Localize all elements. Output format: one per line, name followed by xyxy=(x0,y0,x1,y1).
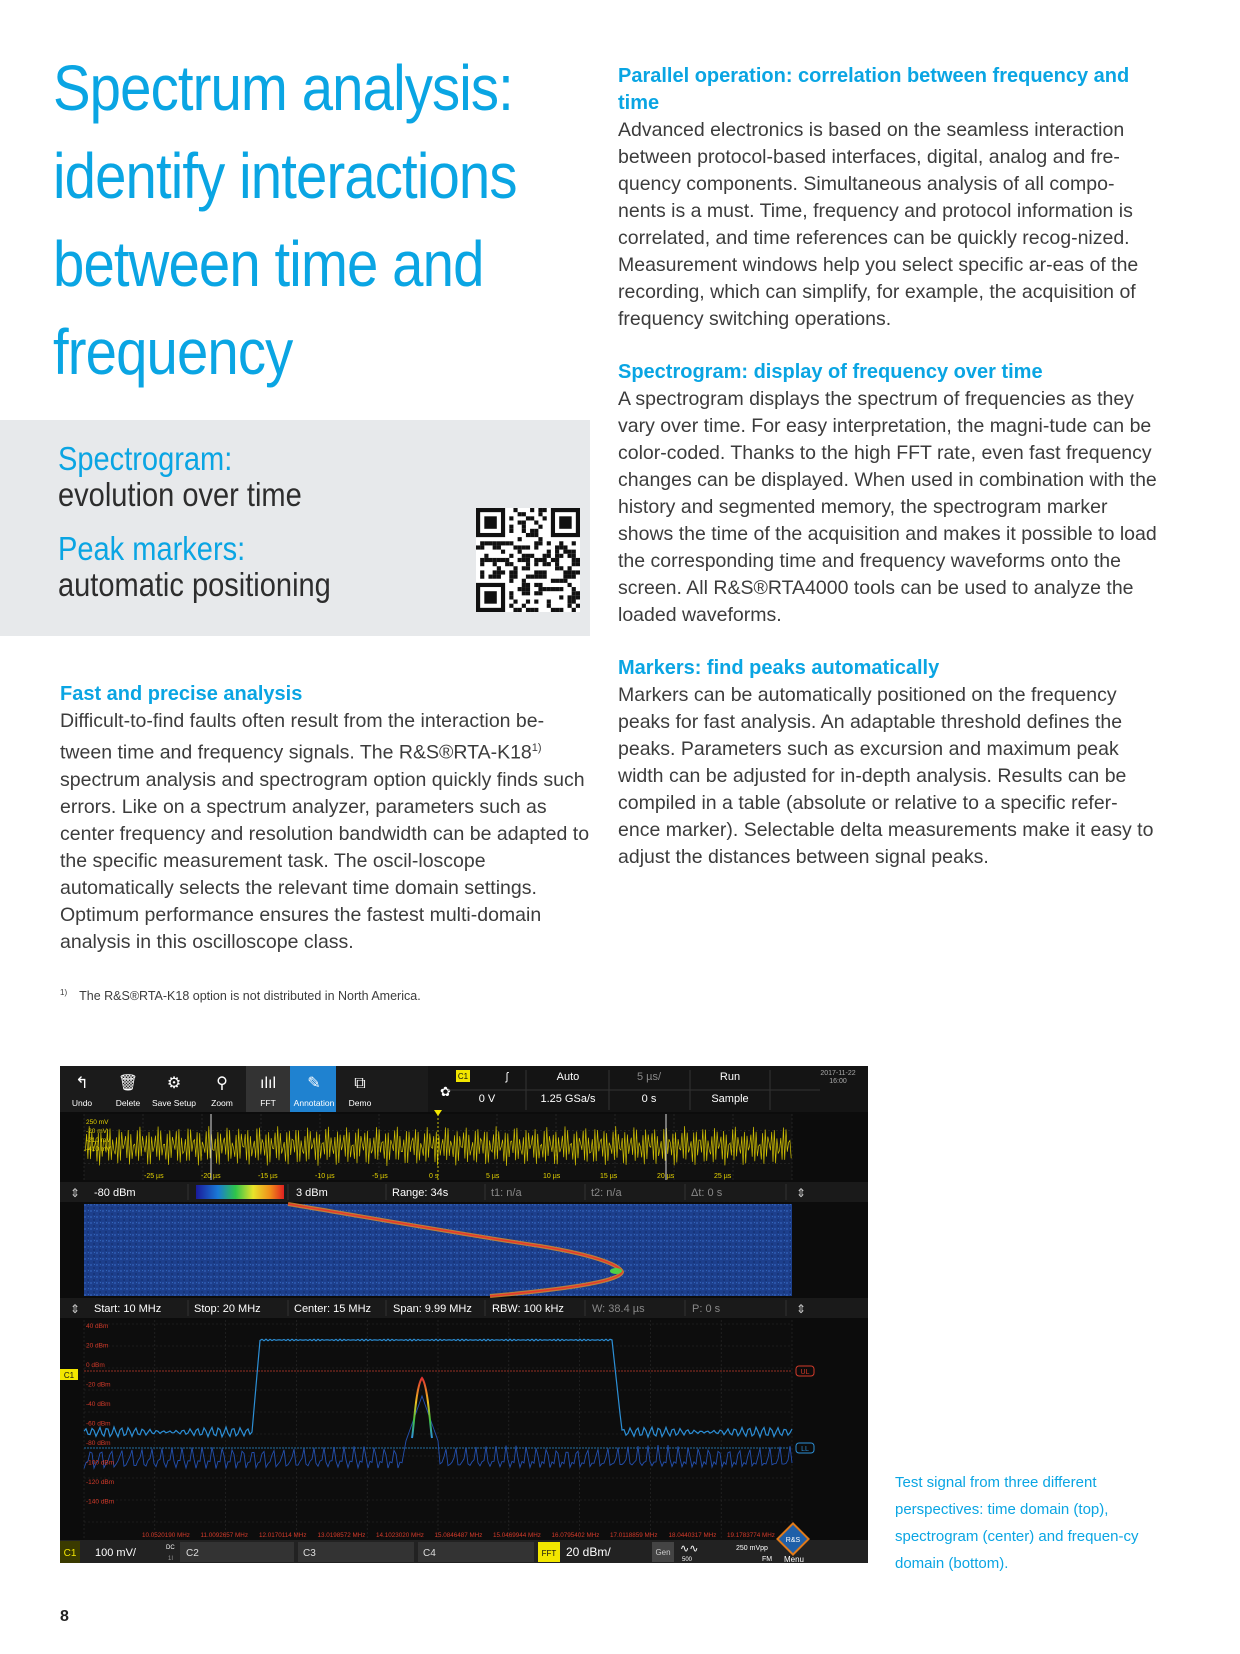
page-number: 8 xyxy=(60,1608,69,1625)
dbm-axis-label: 0 dBm xyxy=(86,1362,105,1369)
footnote xyxy=(60,988,421,1003)
frequency-axis-label: 19.1783774 MHz xyxy=(727,1532,775,1539)
fast-analysis-section xyxy=(60,681,590,956)
ul-label: UL xyxy=(800,1369,810,1376)
fast-analysis-body xyxy=(60,708,590,956)
highlight-1-title: Spectrogram: xyxy=(58,440,233,477)
highlight-2-text: automatic positioning xyxy=(58,566,331,603)
save-setup-button[interactable]: Save Setup xyxy=(152,1098,196,1108)
t2: t2: n/a xyxy=(591,1187,622,1199)
spectrogram-plot xyxy=(84,1204,792,1296)
generator-tab[interactable]: Gen xyxy=(655,1548,671,1557)
channel-1-tab[interactable]: C1 xyxy=(63,1548,77,1559)
position: P: 0 s xyxy=(692,1303,721,1315)
sine-wave-icon: ∿∿ xyxy=(680,1543,699,1555)
generator-frequency: 500 xyxy=(682,1557,693,1563)
stop-freq[interactable]: Stop: 20 MHz xyxy=(194,1303,261,1315)
oscilloscope-screenshot xyxy=(60,1066,868,1563)
markers-section xyxy=(618,655,1158,871)
demo-button[interactable]: Demo xyxy=(348,1098,372,1108)
fast-analysis-heading: Fast and precise analysis xyxy=(60,683,303,705)
frequency-axis-label: 16.0795402 MHz xyxy=(551,1532,600,1539)
spectrogram-scroll-icon[interactable]: ⇕ xyxy=(70,1186,81,1200)
footnote-mark: 1) xyxy=(60,988,68,997)
frequency-scroll-icon[interactable]: ⇕ xyxy=(70,1302,81,1316)
trigger-level[interactable]: 0 V xyxy=(478,1093,496,1105)
dbm-axis-label: -140 dBm xyxy=(86,1498,115,1506)
fft-scale[interactable]: 20 dBm/ xyxy=(566,1545,611,1559)
trigger-source: C1 xyxy=(457,1072,469,1081)
channel-3-tab[interactable]: C3 xyxy=(303,1548,316,1559)
time-tick-label: -15 µs xyxy=(258,1173,278,1180)
annotation-icon: ✎ xyxy=(307,1075,321,1092)
color-scale-bar xyxy=(196,1185,284,1199)
channel-1-impedance: 1I xyxy=(168,1556,174,1562)
acq-mode[interactable]: Sample xyxy=(711,1093,749,1105)
volt-label: -410 mV xyxy=(86,1146,111,1153)
spectrogram-section xyxy=(618,359,1158,629)
date: 2017-11-22 xyxy=(820,1070,856,1077)
volt-label: 250 mV xyxy=(86,1119,109,1126)
channel-1-coupling: DC xyxy=(166,1545,175,1551)
figure-caption: Test signal from three different perspectives: time domain (top), spectrogram (center) and frequen-cy domain (bottom). xyxy=(895,1474,1139,1572)
spectrogram-scroll-right-icon[interactable]: ⇕ xyxy=(796,1186,807,1200)
time-tick-label: -5 µs xyxy=(372,1173,388,1180)
frequency-axis-label: 18.0440317 MHz xyxy=(668,1532,717,1539)
parallel-heading: Parallel operation: correlation between frequency and time xyxy=(618,65,1130,114)
frequency-axis-label: 10.0520190 MHz xyxy=(142,1532,190,1539)
dbm-axis-label: -40 dBm xyxy=(86,1401,111,1408)
run-state[interactable]: Run xyxy=(719,1071,741,1083)
center-freq[interactable]: Center: 15 MHz xyxy=(294,1303,372,1315)
highlight-2-title: Peak markers: xyxy=(58,530,246,567)
time-tick-label: 0 s xyxy=(429,1173,439,1180)
trigger-mode[interactable]: Auto xyxy=(556,1071,580,1083)
spectrogram-heading: Spectrogram: display of frequency over time xyxy=(618,361,1043,383)
time-tick-label: -25 µs xyxy=(144,1173,164,1180)
fft-tab[interactable]: FFT xyxy=(541,1549,557,1558)
t1: t1: n/a xyxy=(491,1187,522,1199)
time-tick-label: -20 µs xyxy=(201,1173,221,1180)
volt-label: -210 mV xyxy=(86,1137,111,1144)
dbm-axis-label: -100 dBm xyxy=(86,1459,115,1467)
sample-rate[interactable]: 1.25 GSa/s xyxy=(540,1093,596,1105)
trigger-slope-icon[interactable]: ʃ xyxy=(505,1071,509,1083)
markers-body: Markers can be automatically positioned on the frequency peaks for fast analysis. An adaptable threshold defines the peaks. Parameters such as excursion and maximum peak width can be adjusted for in-depth analysis. Results can be compiled in a table (absolute or relative to a specific refer-ence marker). Selectable delta measurements make it easy to adjust the distances between signal peaks. xyxy=(618,684,1154,868)
time-tick-label: -10 µs xyxy=(315,1173,335,1180)
start-freq[interactable]: Start: 10 MHz xyxy=(94,1303,162,1315)
annotation-button[interactable]: Annotation xyxy=(293,1098,335,1108)
time-tick-label: 25 µs xyxy=(714,1173,732,1180)
time-tick-label: 5 µs xyxy=(486,1173,500,1180)
page-title xyxy=(53,44,546,396)
time-offset[interactable]: 0 s xyxy=(641,1093,657,1105)
time-tick-label: 15 µs xyxy=(600,1173,618,1180)
undo-icon: ↰ xyxy=(75,1075,89,1092)
frequency-axis-label: 15.0846487 MHz xyxy=(434,1532,483,1539)
ll-label: LL xyxy=(801,1446,809,1453)
dbm-axis-label: -60 dBm xyxy=(86,1420,111,1428)
dt: Δt: 0 s xyxy=(691,1187,723,1199)
dbm-axis-label: 40 dBm xyxy=(86,1323,109,1330)
title-line-2: identify interactions xyxy=(53,140,517,212)
volt-label: -20 mV xyxy=(86,1128,107,1135)
time: 16:00 xyxy=(829,1078,847,1085)
highlight-1-text: evolution over time xyxy=(58,476,302,513)
rs-logo-icon: R&S xyxy=(785,1537,801,1544)
dbm-axis-label: -20 dBm xyxy=(86,1381,111,1389)
c1-level-tag: C1 xyxy=(63,1371,75,1380)
dbm-axis-label: -120 dBm xyxy=(86,1479,115,1486)
frequency-scroll-right-icon[interactable]: ⇕ xyxy=(796,1302,807,1316)
footnote-text: The R&S®RTA-K18 option is not distributed in North America. xyxy=(79,989,421,1004)
generator-modulation: FM xyxy=(762,1556,773,1563)
frequency-axis-label: 17.0118859 MHz xyxy=(610,1532,658,1539)
frequency-axis-label: 14.1023020 MHz xyxy=(376,1532,424,1539)
fast-analysis-body-a: Difficult-to-find faults often result from the interaction be-tween time and frequency signals. The R&S®RTA-K18 xyxy=(60,710,545,764)
dbm-axis-label: -80 dBm xyxy=(86,1440,111,1447)
undo-button[interactable]: Undo xyxy=(71,1098,93,1108)
spec-max[interactable]: 3 dBm xyxy=(296,1187,328,1199)
save-setup-icon: ⚙ xyxy=(166,1075,182,1092)
frequency-axis-label: 15.0469944 MHz xyxy=(493,1532,541,1539)
parallel-body: Advanced electronics is based on the seamless interaction between protocol-based interfaces, digital, analog and fre-quency components. Simultaneous analysis of all compo-nents is a must. Time, frequency and protocol information is correlated, and time references can be quickly recog-nized. Measurement windows help you select specific ar-eas of the recording, which can simplify, for example, the acquisition of frequency switching operations. xyxy=(618,119,1139,330)
span[interactable]: Span: 9.99 MHz xyxy=(393,1303,472,1315)
spec-range[interactable]: Range: 34s xyxy=(392,1187,449,1199)
generator-amplitude: 250 mVpp xyxy=(736,1545,768,1552)
spec-min[interactable]: -80 dBm xyxy=(94,1187,136,1199)
timebase[interactable]: 5 µs/ xyxy=(636,1071,662,1083)
zoom-button[interactable]: Zoom xyxy=(211,1098,233,1108)
parallel-section xyxy=(618,63,1158,333)
time-tick-label: 10 µs xyxy=(543,1173,561,1180)
menu-button[interactable]: Menu xyxy=(783,1555,805,1563)
zoom-icon: ⚲ xyxy=(216,1075,228,1092)
frequency-axis-label: 11.0092657 MHz xyxy=(200,1532,248,1539)
time-tick-label: 20 µs xyxy=(657,1173,675,1180)
frequency-axis-label: 12.0170114 MHz xyxy=(259,1532,307,1539)
fft-button[interactable]: FFT xyxy=(260,1098,276,1108)
demo-icon: ⧉ xyxy=(354,1075,366,1092)
footnote-ref: 1) xyxy=(531,742,542,754)
markers-heading: Markers: find peaks automatically xyxy=(618,657,940,679)
delete-button[interactable]: Delete xyxy=(115,1098,141,1108)
delete-icon: 🗑 xyxy=(117,1075,139,1092)
fast-analysis-body-b: spectrum analysis and spectrogram option quickly finds such errors. Like on a spectrum analyzer, parameters such as center frequency and resolution bandwidth can be adapted to the specific measurement task. The oscil-loscope automatically selects the relevant time domain settings. Optimum performance ensures the fastest multi-domain analysis in this oscilloscope class. xyxy=(60,768,590,953)
frequency-axis-label: 13.0198572 MHz xyxy=(317,1532,366,1539)
rbw[interactable]: RBW: 100 kHz xyxy=(492,1303,564,1315)
title-line-4: frequency xyxy=(53,316,293,388)
qr-code-icon[interactable] xyxy=(476,508,580,612)
title-line-1: Spectrum analysis: xyxy=(53,52,513,124)
settings-gear-icon[interactable]: ✿ xyxy=(440,1084,451,1099)
spectrogram-body: A spectrogram displays the spectrum of frequencies as they vary over time. For easy interpretation, the magni-tude can be color-coded. Thanks to the high FFT rate, even fast frequency changes can be displayed. When used in combination with the history and segmented memory, the spectrogram marker shows the time of the acquisition and makes it possible to load the corresponding time and frequency waveforms onto the screen. All R&S®RTA4000 tools can be used to analyze the loaded waveforms. xyxy=(618,388,1157,626)
fft-icon: ılıl xyxy=(260,1075,276,1092)
channel-2-tab[interactable]: C2 xyxy=(186,1548,199,1559)
channel-1-scale[interactable]: 100 mV/ xyxy=(95,1547,136,1559)
channel-4-tab[interactable]: C4 xyxy=(423,1548,436,1559)
window-width: W: 38.4 µs xyxy=(592,1303,645,1315)
dbm-axis-label: 20 dBm xyxy=(86,1342,109,1350)
title-line-3: between time and xyxy=(53,228,484,300)
